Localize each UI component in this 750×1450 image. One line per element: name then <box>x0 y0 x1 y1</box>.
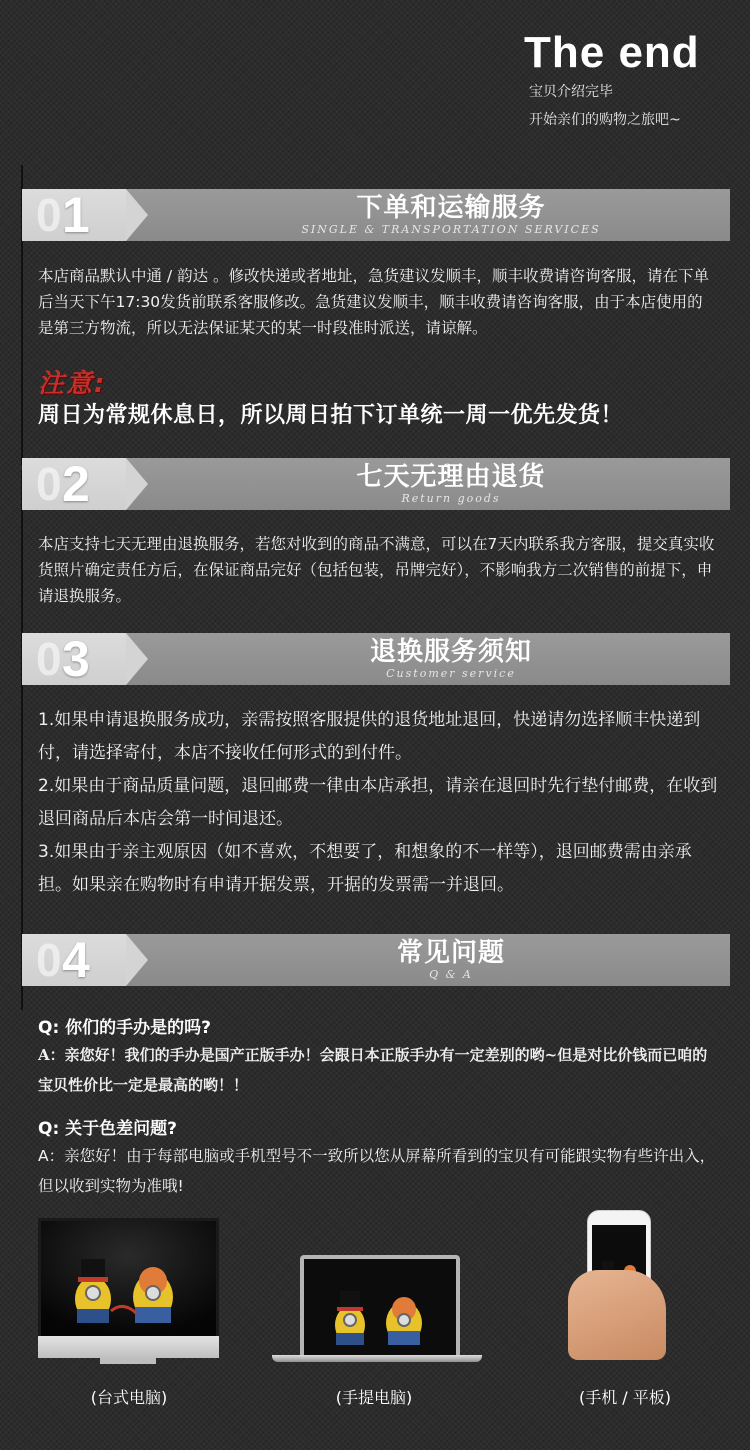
banner-arrow <box>22 934 126 986</box>
the-end-subtitle: 宝贝介绍完毕 <box>529 84 613 100</box>
notice-text: 周日为常规休息日，所以周日拍下订单统一周一优先发货！ <box>38 403 624 428</box>
device-caption-laptop: (手提电脑) <box>335 1388 413 1407</box>
banner-arrow <box>22 458 126 510</box>
section-banner-4 <box>22 934 730 986</box>
section-title: 常见问题 <box>396 938 505 968</box>
hand-holding-phone <box>568 1270 666 1360</box>
return-paragraph: 本店支持七天无理由退换服务，若您对收到的商品不满意，可以在7天内联系我方客服，提交真实收货照片确定责任方后，在保证商品完好（包括包装，吊牌完好），不影响我方二次销售的前提下，申请退换服务。 <box>38 535 715 605</box>
service-notes <box>38 704 718 902</box>
section-banner-2 <box>22 458 730 510</box>
section-number: 4 <box>62 932 90 988</box>
faq-question: Q: 你们的手办是的吗? <box>38 1018 212 1038</box>
faq-answer: A：亲您好！我们的手办是国产正版手办！会跟日本正版手办有一定差别的哟~但是对比价钱而已咱的宝贝性价比一定是最高的哟！！ <box>38 1046 708 1094</box>
service-note-item: 2.如果由于商品质量问题，退回邮费一律由本店承担，请亲在退回时先行垫付邮费，在收到退回商品后本店会第一时间退还。 <box>38 776 718 829</box>
device-caption-desktop: (台式电脑) <box>90 1388 168 1407</box>
section-number: 1 <box>62 187 90 243</box>
section-number-ghost: 0 <box>36 189 62 241</box>
section-subtitle: SINGLE & TRANSPORTATION SERVICES <box>301 223 601 236</box>
desktop-screen <box>38 1218 219 1339</box>
the-end-subtitle-2: 开始亲们的购物之旅吧~ <box>529 112 681 128</box>
section-number-ghost: 0 <box>36 633 62 685</box>
section-title: 七天无理由退货 <box>356 462 546 492</box>
desktop-stand <box>100 1358 156 1364</box>
section-banner-3 <box>22 633 730 685</box>
laptop-screen <box>300 1255 460 1361</box>
service-note-item: 1.如果申请退换服务成功，亲需按照客服提供的退货地址退回，快递请勿选择顺丰快递到付，请选择寄付，本店不接收任何形式的到付件。 <box>38 710 701 763</box>
faq-answer: A：亲您好！由于每部电脑或手机型号不一致所以您从屏幕所看到的宝贝有可能跟实物有些许出入，但以收到实物为准哦! <box>38 1147 716 1195</box>
section-number: 2 <box>62 456 90 512</box>
section-number: 3 <box>62 631 90 687</box>
banner-arrow <box>22 189 126 241</box>
section-number-ghost: 0 <box>36 934 62 986</box>
section-banner-1 <box>22 189 730 241</box>
device-caption-phone: (手机 / 平板) <box>578 1388 672 1407</box>
left-divider-line <box>21 470 23 1010</box>
service-note-item: 3.如果由于亲主观原因（如不喜欢，不想要了，和想象的不一样等），退回邮费需由亲承担。如果亲在购物时有申请开据发票，开据的发票需一并退回。 <box>38 842 692 895</box>
section-title: 退换服务须知 <box>369 637 532 667</box>
laptop-base <box>272 1355 482 1362</box>
notice-label: 注意: <box>38 369 107 399</box>
desktop-chin <box>38 1336 219 1358</box>
section-subtitle: Q & A <box>429 968 473 981</box>
section-title: 下单和运输服务 <box>356 193 546 223</box>
shipping-paragraph: 本店商品默认中通 / 韵达 。修改快递或者地址，急货建议发顺丰，顺丰收费请咨询客服，请在下单后当天下午17:30发货前联系客服修改。急货建议发顺丰，顺丰收费请咨询客服，由于本店使用的是第三方物流，所以无法保证某天的某一时段准时派送，请谅解。 <box>38 267 710 337</box>
faq-question: Q: 关于色差问题? <box>38 1119 178 1139</box>
section-subtitle: Return goods <box>401 492 501 505</box>
the-end-title: The end <box>524 28 700 77</box>
section-number-ghost: 0 <box>36 458 62 510</box>
banner-arrow <box>22 633 126 685</box>
section-subtitle: Customer service <box>386 667 516 680</box>
